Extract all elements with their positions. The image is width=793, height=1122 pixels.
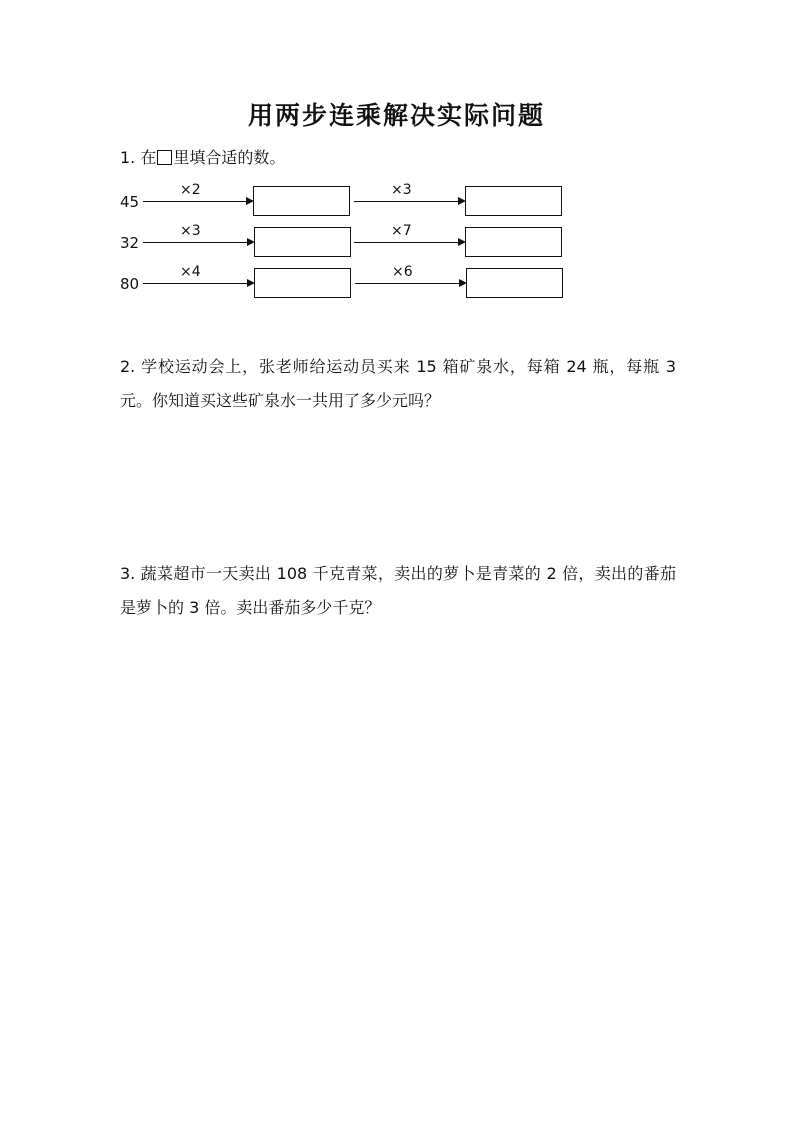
- answer-box[interactable]: [253, 186, 350, 216]
- chain-row-2: [0, 223, 793, 259]
- operation-label: ×7: [391, 223, 412, 239]
- chain-row-3: [0, 264, 793, 300]
- chain-row-1: [0, 182, 793, 218]
- operation-label: ×2: [180, 182, 201, 198]
- blank-square-icon: [157, 150, 172, 165]
- operation-label: ×6: [392, 264, 413, 280]
- arrow-icon: [355, 283, 465, 284]
- arrow-icon: [143, 283, 253, 284]
- arrow-icon: [354, 201, 464, 202]
- answer-box[interactable]: [254, 227, 351, 257]
- answer-box[interactable]: [466, 268, 563, 298]
- operation-label: ×3: [180, 223, 201, 239]
- operation-label: ×4: [180, 264, 201, 280]
- start-number: 32: [120, 234, 140, 252]
- page-title: 用两步连乘解决实际问题: [247, 101, 545, 130]
- arrow-icon: [354, 242, 464, 243]
- answer-box[interactable]: [254, 268, 351, 298]
- question-3: 3. 蔬菜超市一天卖出 108 千克青菜，卖出的萝卜是青菜的 2 倍，卖出的番茄是萝卜的 3 倍。卖出番茄多少千克？: [120, 564, 676, 617]
- answer-box[interactable]: [465, 186, 562, 216]
- question-1-prompt-end: 里填合适的数。: [173, 148, 286, 167]
- question-1-prompt: [120, 146, 285, 170]
- operation-label: ×3: [391, 182, 412, 198]
- answer-box[interactable]: [465, 227, 562, 257]
- start-number: 45: [120, 193, 140, 211]
- question-2: 2. 学校运动会上，张老师给运动员买来 15 箱矿泉水，每箱 24 瓶，每瓶 3 元。你知道买这些矿泉水一共用了多少元吗？: [120, 357, 676, 410]
- arrow-icon: [143, 242, 253, 243]
- question-1-prompt-start: 1. 在: [120, 148, 157, 167]
- start-number: 80: [120, 275, 140, 293]
- arrow-icon: [143, 201, 252, 202]
